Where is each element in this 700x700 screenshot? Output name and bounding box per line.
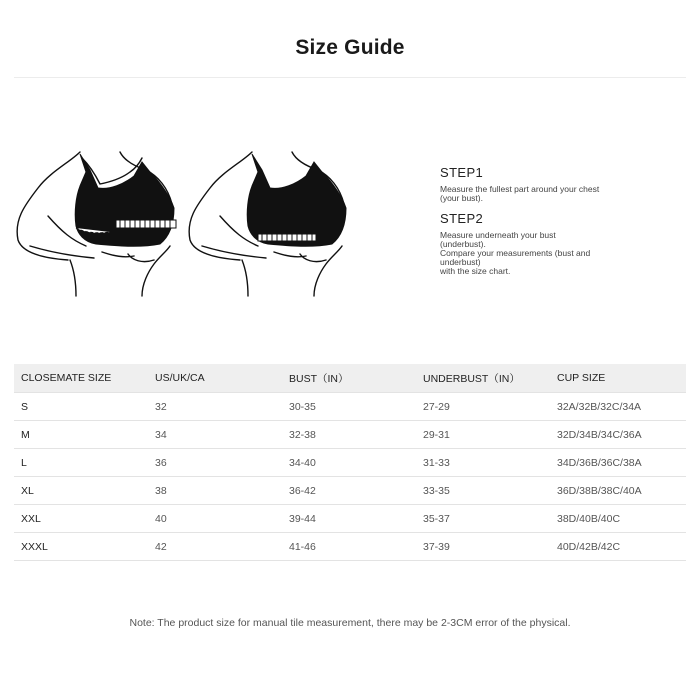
cell-cup-size: 34D/36B/36C/38A: [550, 449, 686, 477]
cell-size: XXXL: [14, 533, 148, 561]
table-row: [14, 533, 686, 561]
step-1: [440, 165, 640, 203]
cell-us-uk-ca: 38: [148, 477, 282, 505]
cell-underbust: 33-35: [416, 477, 550, 505]
cell-underbust: 37-39: [416, 533, 550, 561]
cell-cup-size: 32A/32B/32C/34A: [550, 393, 686, 421]
table-row: [14, 421, 686, 449]
table-row: [14, 393, 686, 421]
cell-size: XL: [14, 477, 148, 505]
measurement-steps: [440, 165, 640, 283]
cell-us-uk-ca: 42: [148, 533, 282, 561]
header-us-uk-ca: US/UK/CA: [148, 364, 282, 393]
cell-underbust: 27-29: [416, 393, 550, 421]
table-row: [14, 477, 686, 505]
cell-bust: 41-46: [282, 533, 416, 561]
cell-size: S: [14, 393, 148, 421]
size-chart-table: [14, 364, 686, 561]
table-row: [14, 505, 686, 533]
cell-bust: 34-40: [282, 449, 416, 477]
cell-cup-size: 32D/34B/34C/36A: [550, 421, 686, 449]
table-header-row: [14, 364, 686, 393]
page-title: Size Guide: [295, 36, 405, 59]
cell-us-uk-ca: 36: [148, 449, 282, 477]
cell-size: L: [14, 449, 148, 477]
cell-underbust: 29-31: [416, 421, 550, 449]
table-row: [14, 449, 686, 477]
step-1-text: Measure the fullest part around your chest (your bust).: [440, 184, 600, 203]
cell-us-uk-ca: 40: [148, 505, 282, 533]
cell-cup-size: 36D/38B/38C/40A: [550, 477, 686, 505]
measurement-note: Note: The product size for manual tile measurement, there may be 2-3CM error of the physical.: [129, 617, 571, 629]
tape-measure-2: [258, 234, 316, 241]
cell-bust: 30-35: [282, 393, 416, 421]
cell-underbust: 31-33: [416, 449, 550, 477]
header-closemate-size: CLOSEMATE SIZE: [14, 364, 148, 393]
cell-bust: 36-42: [282, 477, 416, 505]
cell-underbust: 35-37: [416, 505, 550, 533]
cell-cup-size: 38D/40B/40C: [550, 505, 686, 533]
step-2: [440, 211, 640, 276]
cell-bust: 32-38: [282, 421, 416, 449]
cell-cup-size: 40D/42B/42C: [550, 533, 686, 561]
step-1-title: STEP1: [440, 165, 484, 180]
header-underbust: UNDERBUST（IN）: [416, 364, 550, 393]
cell-us-uk-ca: 34: [148, 421, 282, 449]
cell-size: M: [14, 421, 148, 449]
cell-size: XXL: [14, 505, 148, 533]
cell-us-uk-ca: 32: [148, 393, 282, 421]
title-divider: [14, 77, 686, 78]
step-2-title: STEP2: [440, 210, 484, 226]
bra-shape-2: [247, 154, 346, 246]
step-2-text: Measure underneath your bust (underbust). Compare your measurements (bust and underbust) with the size chart.: [440, 229, 591, 276]
header-cup-size: CUP SIZE: [550, 364, 686, 393]
measurement-illustrations: [10, 148, 360, 298]
header-bust: BUST（IN）: [282, 364, 416, 393]
cell-bust: 39-44: [282, 505, 416, 533]
